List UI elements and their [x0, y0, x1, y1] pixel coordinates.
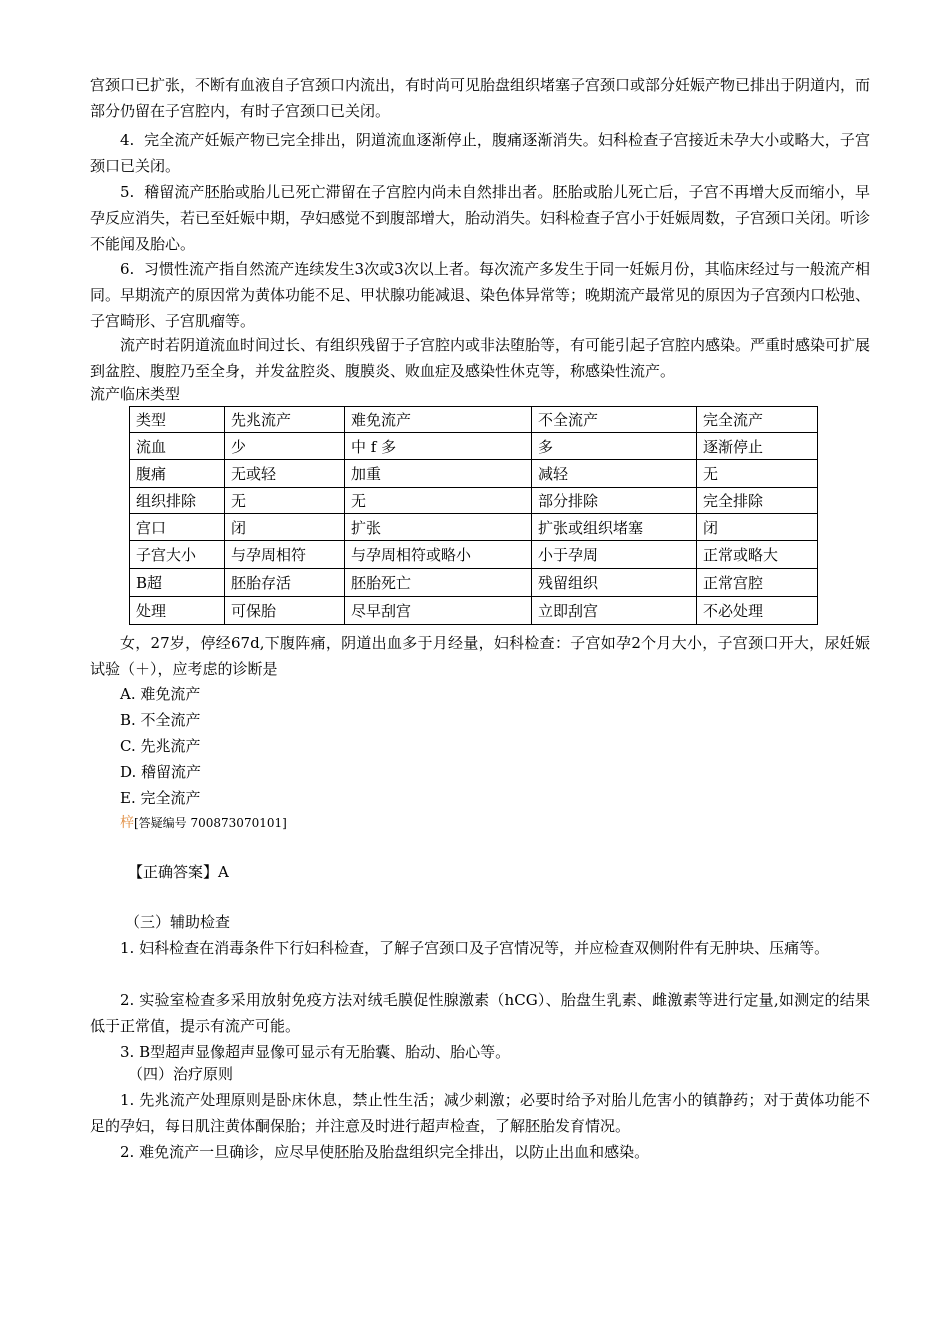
table-cell: 不全流产 [532, 407, 697, 433]
table-cell: 与孕周相符 [225, 541, 345, 569]
table-row [130, 541, 818, 569]
question-stem: 女，27岁，停经67d,下腹阵痛，阴道出血多于月经量，妇科检查：子宫如孕2个月大小，子宫颈口开大，尿妊娠试验（＋），应考虑的诊断是 [90, 634, 870, 678]
table-row [130, 488, 818, 514]
table-cell: 正常宫腔 [697, 569, 818, 597]
option-c[interactable]: C. 先兆流产 [120, 737, 201, 755]
table-cell: 闭 [697, 514, 818, 541]
table-cell: 多 [532, 433, 697, 460]
table-cell: 中 f 多 [345, 433, 532, 460]
table-cell: 无 [225, 488, 345, 514]
table-row [130, 569, 818, 597]
option-e[interactable]: E. 完全流产 [120, 789, 201, 807]
table-cell: B超 [130, 569, 225, 597]
table-cell: 减轻 [532, 460, 697, 488]
section-3-item: 1. 妇科检查在消毒条件下行妇科检查，了解子宫颈口及子宫情况等，并应检查双侧附件有无肿块、压痛等。 [120, 939, 830, 957]
section-4-heading: （四）治疗原则 [128, 1065, 234, 1083]
reference-mark: 梓 [120, 815, 134, 831]
table-cell: 先兆流产 [225, 407, 345, 433]
table-header-row [130, 407, 818, 433]
table-cell: 无 [697, 460, 818, 488]
abortion-types-table [129, 406, 818, 625]
table-cell: 部分排除 [532, 488, 697, 514]
option-b[interactable]: B. 不全流产 [120, 711, 201, 729]
reference-code: [答疑编号 700873070101] [134, 816, 287, 830]
intro-paragraph-habitual-abortion: 6. 习惯性流产指自然流产连续发生3次或3次以上者。每次流产多发生于同一妊娠月份，其临床经过与一般流产相同。早期流产的原因常为黄体功能不足、甲状腺功能减退、染色体异常等；晚期流产最常见的原因为子宫颈内口松弛、子宫畸形、子宫肌瘤等。 [90, 260, 871, 330]
table-cell: 腹痛 [130, 460, 225, 488]
table-cell: 子宫大小 [130, 541, 225, 569]
table-cell: 不必处理 [697, 597, 818, 625]
table-cell: 类型 [130, 407, 225, 433]
intro-paragraph-continued: 宫颈口已扩张，不断有血液自子宫颈口内流出，有时尚可见胎盘组织堵塞子宫颈口或部分妊娠产物已排出于阴道内，而部分仍留在子宫腔内，有时子宫颈口已关闭。 [90, 76, 871, 120]
correct-answer: 【正确答案】A [128, 863, 229, 881]
table-cell: 胚胎存活 [225, 569, 345, 597]
table-cell: 无 [345, 488, 532, 514]
intro-paragraph-infected-abortion: 流产时若阴道流血时间过长、有组织残留于子宫腔内或非法堕胎等，有可能引起子宫腔内感染。严重时感染可扩展到盆腔、腹腔乃至全身，并发盆腔炎、腹膜炎、败血症及感染性休克等，称感染性流产。 [90, 336, 871, 380]
table-cell: 立即刮宫 [532, 597, 697, 625]
table-cell: 流血 [130, 433, 225, 460]
table-cell: 组织排除 [130, 488, 225, 514]
table-cell: 扩张或组织堵塞 [532, 514, 697, 541]
table-row [130, 514, 818, 541]
intro-paragraph-complete-abortion: 4. 完全流产妊娠产物已完全排出，阴道流血逐渐停止，腹痛逐渐消失。妇科检查子宫接近未孕大小或略大，子宫颈口已关闭。 [90, 131, 870, 175]
section-4-item: 1. 先兆流产处理原则是卧床休息，禁止性生活；减少刺激；必要时给予对胎儿危害小的镇静药；对于黄体功能不足的孕妇，每日肌注黄体酮保胎；并注意及时进行超声检查，了解胚胎发育情况。 [90, 1091, 870, 1135]
intro-paragraph-missed-abortion: 5. 稽留流产胚胎或胎儿已死亡滞留在子宫腔内尚未自然排出者。胚胎或胎儿死亡后，子宫不再增大反而缩小，早孕反应消失，若已至妊娠中期，孕妇感觉不到腹部增大，胎动消失。妇科检查子宫小于妊娠周数，子宫颈口关闭。听诊不能闻及胎心。 [90, 183, 871, 253]
section-3-item: 3. B型超声显像超声显像可显示有无胎囊、胎动、胎心等。 [120, 1043, 511, 1061]
table-cell: 与孕周相符或略小 [345, 541, 532, 569]
section-3-item: 2. 实验室检查多采用放射免疫方法对绒毛膜促性腺激素（hCG）、胎盘生乳素、雌激素等进行定量,如测定的结果低于正常值，提示有流产可能。 [90, 991, 870, 1035]
section-4-item: 2. 难免流产一旦确诊，应尽早使胚胎及胎盘组织完全排出，以防止出血和感染。 [120, 1143, 650, 1161]
option-a[interactable]: A. 难免流产 [120, 685, 201, 703]
section-3-heading: （三）辅助检查 [125, 913, 231, 931]
table-row [130, 460, 818, 488]
table-cell: 少 [225, 433, 345, 460]
table-cell: 难免流产 [345, 407, 532, 433]
table-caption: 流产临床类型 [90, 385, 181, 403]
table-cell: 胚胎死亡 [345, 569, 532, 597]
table-cell: 完全流产 [697, 407, 818, 433]
table-cell: 小于孕周 [532, 541, 697, 569]
question-reference [120, 815, 287, 831]
table-cell: 完全排除 [697, 488, 818, 514]
option-d[interactable]: D. 稽留流产 [120, 763, 202, 781]
table-cell: 逐渐停止 [697, 433, 818, 460]
table-cell: 残留组织 [532, 569, 697, 597]
table-cell: 扩张 [345, 514, 532, 541]
table-cell: 无或轻 [225, 460, 345, 488]
table-cell: 闭 [225, 514, 345, 541]
table-cell: 处理 [130, 597, 225, 625]
table-row [130, 597, 818, 625]
table-cell: 宫口 [130, 514, 225, 541]
table-cell: 尽早刮宫 [345, 597, 532, 625]
table-cell: 正常或略大 [697, 541, 818, 569]
table-row [130, 433, 818, 460]
table-cell: 加重 [345, 460, 532, 488]
table-cell: 可保胎 [225, 597, 345, 625]
